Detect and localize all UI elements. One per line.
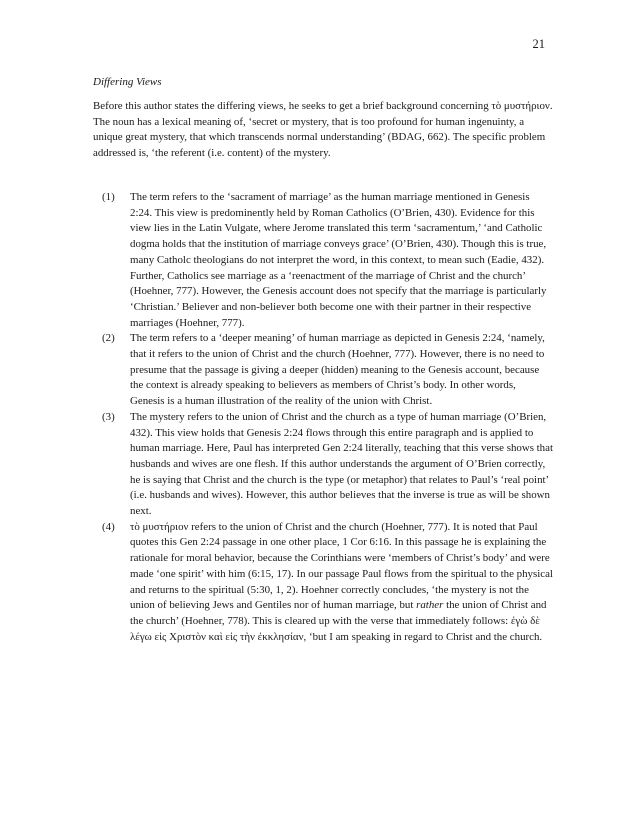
view-item-1: [93, 190, 553, 331]
view-text: The mystery refers to the union of Christ and the church as a type of human marriage (O’Brien, 432). This view holds that Genesis 2:24 flows through this entire paragraph and is applied to human marriage. Here, Paul has interpreted Gen 2:24 literally, teaching that this verse shows that husbands and wives are one flesh. If this author understands the argument of O’Brien correctly, he is saying that Christ and the church is the type (or metaphor) that relates to Paul’s ‘real point’ (i.e. husbands and wives). However, this author believes that the inverse is true as will be shown next.: [130, 410, 553, 518]
view-text-emphasis: rather: [416, 599, 444, 612]
view-marker: (1): [102, 191, 115, 203]
view-text: The term refers to the ‘sacrament of marriage’ as the human marriage mentioned in Genesis 2:24. This view is predominently held by Roman Catholics (O’Brien, 430). Evidence for this view lies in the Latin Vulgate, where Jerome translated this term ‘sacramentum,’ ‘and Catholic dogma holds that the institution of marriage conveys grace’ (O’Brien, 430). Though this is true, many Catholc theologians do not interpret the word, in this context, to mean such (Eadie, 432). Further, Catholics see marriage as a ‘reenactment of the marriage of Christ and the church’ (Hoehner, 777). However, the Genesis account does not specify that the marriage is particularly ‘Christian.’ Believer and non-believer both become one with their partner in their respective marriages (Hoehner, 777).: [130, 191, 547, 329]
view-marker: (4): [102, 520, 115, 533]
view-marker: (2): [102, 332, 115, 345]
view-item-2: [93, 331, 553, 410]
view-item-3: [93, 410, 553, 520]
view-text: [130, 520, 553, 646]
section-title: Differing Views: [93, 76, 162, 88]
view-text-before: τὸ μυστήριον refers to the union of Christ and the church (Hoehner, 777). It is noted that Paul quotes this Gen 2:24 passage in one other place, 1 Cor 6:16. In this passage he is explaining the rationale for moral behavior, because the Corinthians were ‘members of Christ’s body’ and were made ‘one spirit’ with him (6:15, 17). In our passage Paul flows from the spiritual to the physical and returns to the spiritual (5:30, 1, 2). Hoehner correctly concludes, ‘the mystery is not the union of believing Jews and Gentiles nor of human marriage, but: [130, 520, 553, 612]
page-number: 21: [532, 37, 545, 51]
view-text: The term refers to a ‘deeper meaning’ of human marriage as depicted in Genesis 2:24, ‘namely, that it refers to the union of Christ and the church (Hoehner, 777). However, there is no need to presume that the passage is giving a deeper (hidden) meaning to the Genesis account, because the context is already speaking to believers as members of Christ’s body. In other words, Genesis is a human illustration of the reality of the union with Christ.: [130, 332, 545, 408]
view-item-4: [93, 520, 553, 646]
intro-paragraph: Before this author states the differing views, he seeks to get a brief background concerning τὸ μυστήριον. The noun has a lexical meaning of, ‘secret or mystery, that is too profound for human ingenuinty, a unique great mystery, that which transcends normal understanding’ (BDAG, 662). The specific problem addressed is, ‘the referent (i.e. content) of the mystery.: [93, 100, 553, 160]
view-marker: (3): [102, 410, 115, 423]
views-list: [93, 190, 553, 645]
view-text-after: the union of Christ and the church’ (Hoehner, 778). This is cleared up with the verse that immediately follows: ἐγὼ δὲ λέγω εἰς Χριστὸν καὶ εἰς τὴν ἐκκλησίαν, ‘but I am speaking in regard to Christ and the church.: [130, 599, 547, 643]
